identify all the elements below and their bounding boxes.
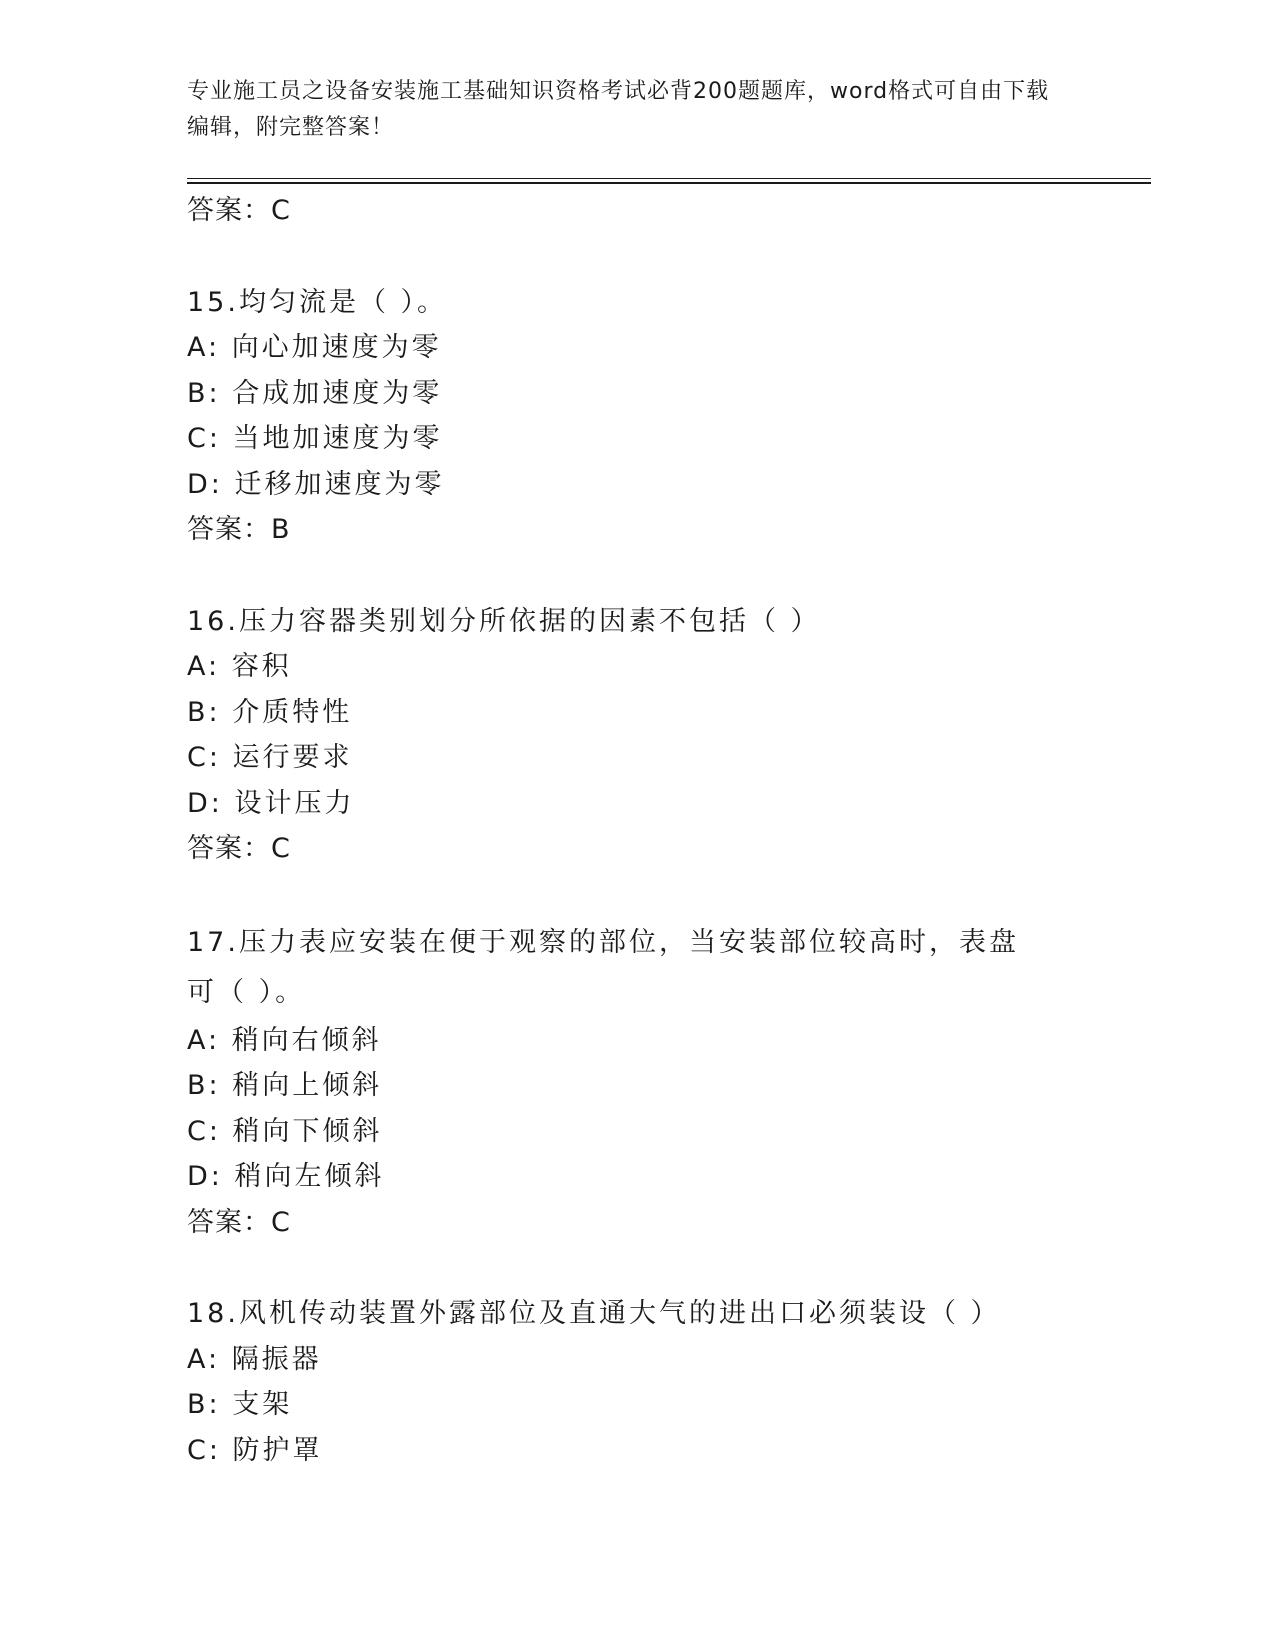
option-label: D: xyxy=(187,1161,223,1192)
spacer xyxy=(187,234,1087,280)
spacer xyxy=(187,553,1087,599)
option-d xyxy=(187,462,1087,508)
option-text: 隔振器 xyxy=(231,1343,322,1375)
option-text: 支架 xyxy=(232,1389,293,1420)
option-text: 容积 xyxy=(231,651,292,682)
question-stem xyxy=(187,918,1047,1018)
previous-answer: 答案：C xyxy=(187,195,291,226)
header-divider-thick xyxy=(187,182,1151,184)
answer: 答案：B xyxy=(187,514,291,545)
option-text: 稍向下倾斜 xyxy=(232,1115,383,1147)
option-text: 稍向左倾斜 xyxy=(234,1161,385,1192)
option-a xyxy=(187,325,1087,371)
question-stem xyxy=(187,599,1087,645)
question-list xyxy=(187,188,1087,1473)
option-label: D: xyxy=(187,468,223,500)
question-number: 16. xyxy=(187,605,239,637)
option-label: C: xyxy=(187,742,221,773)
question-17 xyxy=(187,918,1087,1246)
option-a xyxy=(187,1337,1087,1383)
spacer xyxy=(187,1245,1087,1291)
answer: 答案：C xyxy=(187,1206,291,1238)
option-label: C: xyxy=(187,1434,221,1466)
question-stem xyxy=(187,1291,1087,1337)
option-text: 向心加速度为零 xyxy=(231,332,442,363)
option-d xyxy=(187,1154,1087,1200)
question-number: 17. xyxy=(187,926,239,958)
option-text: 迁移加速度为零 xyxy=(234,468,445,500)
option-label: C: xyxy=(187,1115,221,1147)
option-text: 稍向上倾斜 xyxy=(232,1070,383,1101)
option-text: 设计压力 xyxy=(234,787,355,819)
question-18 xyxy=(187,1291,1087,1473)
question-text: 压力表应安装在便于观察的部位，当安装部位较高时，表盘可（ ）。 xyxy=(187,926,1019,1008)
question-number: 15. xyxy=(187,286,239,318)
question-text: 压力容器类别划分所依据的因素不包括（ ） xyxy=(238,605,821,637)
option-text: 当地加速度为零 xyxy=(232,423,443,454)
option-b xyxy=(187,1382,1087,1428)
option-text: 稍向右倾斜 xyxy=(231,1024,382,1056)
option-label: B: xyxy=(187,1070,221,1101)
option-label: A: xyxy=(187,1024,221,1056)
option-label: A: xyxy=(187,651,221,682)
header-divider-thin xyxy=(187,178,1151,179)
option-label: C: xyxy=(187,423,221,454)
option-label: B: xyxy=(187,1389,221,1420)
option-label: B: xyxy=(187,377,221,409)
option-text: 介质特性 xyxy=(232,696,353,728)
option-a xyxy=(187,1018,1087,1064)
question-text: 均匀流是（ ）。 xyxy=(238,286,448,318)
option-label: B: xyxy=(187,696,221,728)
option-c xyxy=(187,735,1087,781)
option-text: 合成加速度为零 xyxy=(232,377,443,409)
option-c xyxy=(187,416,1087,462)
question-number: 18. xyxy=(187,1298,239,1329)
option-a xyxy=(187,644,1087,690)
question-15 xyxy=(187,280,1087,553)
document-header: 专业施工员之设备安装施工基础知识资格考试必背200题题库，word格式可自由下载编辑，附完整答案！ xyxy=(187,79,1050,140)
option-text: 防护罩 xyxy=(232,1434,323,1466)
option-label: A: xyxy=(187,332,221,363)
spacer xyxy=(187,872,1087,918)
option-b xyxy=(187,371,1087,417)
question-16 xyxy=(187,599,1087,872)
option-b xyxy=(187,1063,1087,1109)
question-text: 风机传动装置外露部位及直通大气的进出口必须装设（ ） xyxy=(238,1298,1001,1329)
option-label: A: xyxy=(187,1343,221,1375)
option-text: 运行要求 xyxy=(232,742,353,773)
answer: 答案：C xyxy=(187,833,291,864)
option-d xyxy=(187,781,1087,827)
option-c xyxy=(187,1109,1087,1155)
option-b xyxy=(187,690,1087,736)
option-label: D: xyxy=(187,787,223,819)
option-c xyxy=(187,1428,1087,1474)
question-stem xyxy=(187,280,1087,326)
